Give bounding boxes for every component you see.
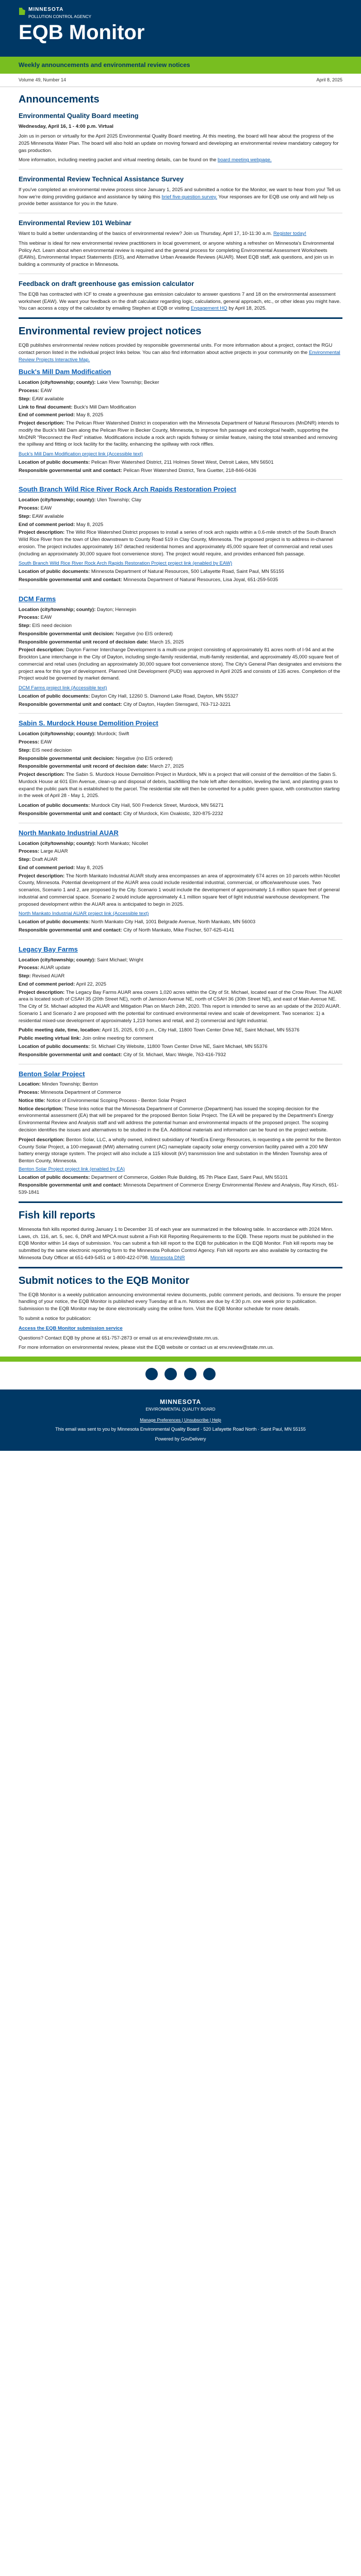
field-value: North Mankato; Nicollet [97,840,148,846]
project-field [19,387,342,395]
field-label: Location of public documents: [19,919,90,925]
project-title[interactable]: South Branch Wild Rice River Rock Arch Rapids Restoration Project [19,485,236,494]
field-label: Step: [19,396,31,402]
board-meeting-link[interactable]: board meeting webpage. [218,157,272,163]
description-text: The Sabin S. Murdock House Demolition Project in Murdock, MN is a project that will consist of the demolition of the Sabin S. Murdock House at 601 Elm Avenue, clean-up and disposal of debris, backfilling the hole left after demolition, leveling the land, and planting grass to expand the public park that is established to the parcel. The residential site will then be converted for a public green space, with construction starting in the week of April 28 - May 1, 2025. [19,772,340,799]
project-field [19,865,342,872]
announcement-title: Environmental Quality Board meeting [19,112,139,120]
project-list [19,367,342,1196]
project-link[interactable]: Buck's Mill Dam Modification project link (Accessible text) [19,451,143,457]
field-label: Location of public documents: [19,569,90,575]
announcements-heading: Announcements [19,94,100,106]
description-text: The North Mankato Industrial AUAR study area encompasses an area of approximately 674 acres on 10 parcels within Nicollet County, Minnesota. Potential development of the AUAR area could include residential industrial, commercial, or office/warehouse uses. Two scenarios, Scenario 1 and 2, are proposed by the City. Scenario 1 would include the development of approximately 1.6 million square feet of general industrial and commercial space. Scenario 2 would include approximately 4.1 million square feet of light industrial warehouse development. The proposed development within the AUAR area is anticipated to begin in 2025. [19,873,340,907]
project-field [19,521,342,529]
field-label: Process: [19,849,40,855]
field-value: March 27, 2025 [150,764,184,770]
description-text: The Legacy Bay Farms AUAR area covers 1,020 acres within the City of St. Michael, located east of the Crow River. The AUAR area is located south of CSAH 35 (20th Street NE), north of Jamison Avenue NE, north of CSAH 36 (30th Street NE), and east of Main Avenue NE. The City of St. Michael adopted the AUAR and Mitigation Plan on March 24th, 2020. This report is intended to serve as an update of the 2020 AUAR. Scenario 1 and Scenario 2 are proposed with the potential for continued environmental review and scale of development. Two scenarios: 1) a residential mixed-use development of approximately 1,219 homes and retail, and 2) commercial and light industrial. [19,989,342,1024]
field-label: End of comment period: [19,412,75,418]
field-label: End of comment period: [19,865,75,871]
announcement [19,175,342,208]
field-value: Lake View Township; Becker [97,380,159,386]
field-label: Responsible governmental unit and contact: [19,1052,122,1058]
field-label: Process: [19,615,40,621]
project-description [19,529,342,557]
footer-logo-sub: ENVIRONMENTAL QUALITY BOARD [145,1407,216,1412]
project-field [19,763,342,770]
description-label: Project description: [19,530,65,536]
project-field [19,964,342,972]
field-value: May 8, 2025 [76,865,104,871]
tagline: Weekly announcements and environmental review notices [0,57,361,74]
description-text: Dayton Farmer Interchange Development is a multi-use project consisting of approximately 81 acres north of I-94 and at the Brockton Lane interchange in the City of Dayton, including single-family residential, multi-family residential, and approximately 45,000 square feet of commercial and retail uses (including an approximately 30,000 square foot convenience store). The City's General Plan designates and envisions the project area for this type of development. Planned Unit Development (PUD) was approved in April 2025 and consists of 135 acres. Completion of the Project would be governed by market demand. [19,647,342,682]
survey-link[interactable]: brief five-question survey. [161,194,218,200]
project-notice [19,1070,342,1196]
field-label: Location (city/township; county): [19,731,96,737]
project-field [19,379,342,386]
project-description [19,873,342,908]
field-value: EAW [40,505,52,511]
project-description [19,647,342,682]
field-value: Murdock City Hall, 500 Frederick Street, Murdock, MN 56271 [91,803,224,809]
submit-heading: Submit notices to the EQB Monitor [19,1275,190,1286]
project-field [19,505,342,512]
field-value: May 8, 2025 [76,521,104,528]
project-extra [19,577,342,584]
section-divider [19,1201,342,1203]
project-field [19,1081,342,1088]
project-field [19,497,342,504]
field-value: March 15, 2025 [150,639,184,645]
project-field [19,840,342,848]
announcement-title: Environmental Review 101 Webinar [19,219,132,227]
field-label: Location of public documents: [19,803,90,809]
project-extra [19,1137,342,1165]
field-label: Location of public documents: [19,459,90,465]
notices-intro: EQB publishes environmental review notices provided by responsible governmental units. For more information about a project, contact the RGU contact person listed in the individual project links below. You can also find information about active projects in your community on the [19,343,333,355]
project-link[interactable]: Benton Solar Project project link (enabled by EA) [19,1166,125,1172]
submit-body: The EQB Monitor is a weekly publication announcing environmental review documents, public comment periods, and decisions. To ensure the proper handling of your notice, the EQB Monitor is published every Tuesday at 8 a.m. Notices are due by 4:30 p.m. one week prior to publication. Submission to the EQB Monitor may be done electronically using the online form. Visit the EQB Monitor schedule for more details. [19,1292,341,1312]
project-field [19,606,342,614]
field-label: Step: [19,623,31,629]
field-label: Public meeting date, time, location: [19,1027,101,1033]
field-value: April 15, 2025, 6:00 p.m., City Hall, 11800 Town Center Drive NE, Saint Michael, MN 55376 [102,1027,300,1033]
project-field [19,731,342,738]
section-divider [19,1267,342,1268]
description-text: These links notice that the Minnesota Department of Commerce (Department) has issued the scoping decision for the environmental assessment (EA) that will be prepared for the proposed Benton Solar Project. The EA will be prepared by the Department's Energy Environmental Review and Analysis staff and will address the potential human and environmental impacts of the proposed project. The scoping decision identifies the issues and alternatives to be studied in the EA. Additional materials and information can be found on the project website. [19,1106,334,1133]
project-extra [19,467,342,474]
field-label: Responsible governmental unit and contact: [19,467,122,473]
field-label: Responsible governmental unit and contact: [19,810,122,817]
engagement-hq-link[interactable]: Engagement HQ [190,306,227,312]
field-label: Location: [19,1081,41,1088]
field-value: Murdock; Swift [97,731,129,737]
submit-body-2: To submit a notice for publication: [19,1316,91,1321]
field-label: Process: [19,387,40,394]
project-extra [19,693,342,700]
project-extra [19,1166,342,1173]
footer-address: This email was sent to you by Minnesota Environmental Quality Board · 520 Lafayette Road North · Saint Paul, MN 55155 [55,1427,306,1432]
project-description [19,989,342,1025]
announcement-body: If you've completed an environmental review process since January 1, 2025 and submitted a notice for the Monitor, we want to hear from you! Tell us how we're doing providing guidance and assistance by taking this [19,187,341,200]
project-notice [19,485,342,583]
project-extra [19,802,342,809]
field-value: Buck's Mill Dam Modification [74,404,136,410]
project-field [19,1089,342,1096]
announcement-body: Want to build a better understanding of the basics of environmental review? Join us Thursday, April 17, 10-11:30 a.m. [19,231,272,237]
project-field [19,747,342,754]
project-extra [19,1182,342,1196]
project-extra [19,810,342,818]
field-label: Process: [19,965,40,971]
project-notice [19,828,342,934]
project-description [19,771,342,800]
field-label: Responsible governmental unit record of decision date: [19,639,149,645]
project-extra [19,1174,342,1181]
project-field [19,396,342,403]
project-field [19,513,342,520]
field-value: City of St. Michael, Marc Weigle, 763-416-7932 [123,1052,226,1058]
field-value: Negative (no EIS ordered) [116,755,173,761]
description-label: Project description: [19,989,65,995]
project-extra [19,459,342,466]
divider [19,169,342,170]
field-value: Minnesota Department of Natural Resources, Lisa Joyal, 651-259-5035 [123,577,278,583]
field-label: Step: [19,857,31,863]
field-label: Responsible governmental unit decision: [19,631,114,637]
project-extra [19,701,342,708]
green-band [0,1357,361,1362]
field-value: Notice of Environmental Scoping Process - Benton Solar Project [46,1097,186,1104]
facebook-icon[interactable] [145,1368,158,1380]
announcement-body: The EQB has contracted with ICF to create a greenhouse gas emission calculator to answer questions 7 and 18 on the environmental assessment worksheet (EAW). We want your feedback on the draft calculator regarding logic, calculations, general approach, etc., or other ideas you might have. You can access a copy of the calculator by emailing Stephen at EQB or visiting [19,291,341,312]
project-title[interactable]: Legacy Bay Farms [19,945,78,953]
project-link[interactable]: DCM Farms project link (Accessible text) [19,685,107,691]
project-link[interactable]: South Branch Wild Rice River Rock Arch Rapids Restoration Project project link (enabled by EAW) [19,561,233,567]
field-label: Location (city/township; county): [19,380,96,386]
masthead-banner [0,0,361,57]
project-description [19,420,342,448]
announcement-title: Environmental Review Technical Assistance Survey [19,175,184,183]
minnesota-state-icon [19,7,26,19]
project-field [19,755,342,762]
field-value: St. Michael City Website, 11800 Town Center Drive NE, Saint Michael, MN 55376 [91,1044,268,1050]
description-label: Notice description: [19,1106,63,1112]
announcement-body-2: More information, including meeting packet and virtual meeting details, can be found on the [19,157,217,163]
field-value: Dayton City Hall, 12260 S. Diamond Lake Road, Dayton, MN 55327 [91,693,239,699]
project-extra [19,451,342,458]
submission-service-link[interactable]: Access the EQB Monitor submission service [19,1325,123,1331]
project-field [19,981,342,988]
project-extra [19,919,342,926]
social-links [0,1362,361,1389]
fish-kill-heading: Fish kill reports [19,1209,95,1221]
project-notice [19,945,342,1059]
project-field [19,973,342,980]
announcement [19,279,342,312]
logo-subtext: POLLUTION CONTROL AGENCY [28,14,92,19]
field-value: Dayton; Hennepin [97,606,137,613]
description-label: Project description: [19,873,65,879]
field-label: Public meeting virtual link: [19,1036,81,1042]
field-value: May 8, 2025 [76,412,104,418]
field-value: EIS need decision [32,747,72,753]
field-label: Location of public documents: [19,693,90,699]
issue-bar [0,74,361,87]
project-notice [19,719,342,817]
submit-body-4: For more information on environmental review, please visit the EQB website or contact us at env.review@state.mn.us. [19,1345,274,1351]
description-label: Project description: [19,647,65,653]
announcement-body-2: This webinar is ideal for new environmental review practitioners in local government, or anyone wishing a refresher on Minnesota's Environmental Policy Act. Learn about when environmental review is required and the general process for completing Environmental Assessment Worksheets (EAWs), Environmental Impact Statements (EIS), and Alternative Urban Areawide Reviews (AUAR). Meet EQB staff, ask questions, and join us in building a community of practice in Minnesota. [19,240,334,268]
field-label: Location (city/township; county): [19,606,96,613]
divider [19,939,342,940]
field-label: End of comment period: [19,521,75,528]
field-label: Location (city/township; county): [19,957,96,963]
project-title[interactable]: Benton Solar Project [19,1070,85,1078]
project-link[interactable]: North Mankato Industrial AUAR project link (Accessible text) [19,911,149,917]
project-field [19,1097,342,1105]
footer-logo-text: MINNESOTA [159,1398,202,1405]
project-field [19,957,342,964]
issue-volume: Volume 49, Number 14 [19,77,67,83]
footer [0,1389,361,1451]
linkedin-icon[interactable] [184,1368,196,1380]
project-extra [19,910,342,918]
youtube-icon[interactable] [203,1368,216,1380]
project-field [19,622,342,630]
field-value: Minnesota Department of Natural Resources, 500 Lafayette Road, Saint Paul, MN 55155 [91,569,284,575]
project-extra [19,1052,342,1059]
field-value: Pelican River Watershed District, Tera Guetter, 218-846-0436 [123,467,256,473]
field-label: Link to final document: [19,404,73,410]
field-label: Notice title: [19,1097,45,1104]
project-title[interactable]: North Mankato Industrial AUAR [19,828,119,837]
project-extra [19,1027,342,1034]
project-field [19,614,342,621]
field-value: City of North Mankato, Mike Fischer, 507-625-4141 [123,927,235,933]
field-value: Revised AUAR [32,973,65,979]
announcement [19,111,342,164]
field-label: End of comment period: [19,981,75,987]
field-value: Saint Michael; Wright [97,957,143,963]
field-value: Minnesota Department of Commerce Energy Environmental Review and Analysis, Ray Kirsch, 651-539-1841 [19,1182,339,1196]
project-extra [19,1035,342,1042]
dnr-link[interactable]: Minnesota DNR [150,1255,185,1261]
field-value: Minden Township; Benton [42,1081,99,1088]
footer-powered: Powered by GovDelivery [155,1436,206,1442]
field-value: EIS need decision [32,623,72,629]
description-label: Project description: [19,772,65,778]
section-divider [19,317,342,319]
field-value: EAW [40,615,52,621]
description-text: The Pelican River Watershed District in cooperation with the Minnesota Department of Natural Resources (MnDNR) intends to modify the Buck's Mill Dam along the Pelican River in Becker County, Minnesota, to improve fish passage and ecological health, supporting the MnDNR "Reconnect the Red" initiative. Modifications include a rock arch rapids fishway or similar feature, raising the total streambed and removing the spillway and fitting or lock facility for the facility, enhancing the spillway with rock riffles. [19,420,339,448]
field-value: Pelican River Watershed District, 211 Holmes Street West, Detroit Lakes, MN 56501 [91,459,274,465]
interactive-map-link[interactable]: Environmental Review Projects Interactive Map. [19,349,340,363]
field-label: Step: [19,747,31,753]
twitter-icon[interactable] [165,1368,177,1380]
field-value: April 22, 2025 [76,981,106,987]
field-value: City of Dayton, Hayden Stensgard, 763-712-3221 [123,701,231,707]
field-label: Responsible governmental unit and contact: [19,701,122,707]
project-field [19,412,342,419]
project-field [19,848,342,855]
project-title[interactable]: Sabin S. Murdock House Demolition Project [19,719,158,727]
field-label: Location of public documents: [19,1044,90,1050]
field-value: Benton Solar, LLC, a wholly owned, indirect subsidiary of NextEra Energy Resources, is requesting a site permit for the Benton County Solar Project, a 100-megawatt (MW) alternating current (AC) nameplate capacity solar energy conversion facility paired with a 200 MW battery energy storage system. The project will also include a 115 kilovolt (kV) transmission line and substation in the Minden Township area of Benton County, Minnesota. [19,1137,341,1164]
announcement-body: Join us in person or virtually for the April 2025 Environmental Quality Board meeting. At this meeting, the board will hear about the progress of the 2025 Minnesota Water Plan. The board will also hold an update on moving forward and developing an environmental review mandatory category for gas production. [19,133,339,154]
project-extra [19,560,342,567]
field-label: Responsible governmental unit and contact: [19,927,122,933]
project-description [19,1106,342,1134]
field-label: Responsible governmental unit record of decision date: [19,764,149,770]
announcement-meta: Wednesday, April 16, 1 - 4:00 p.m. Virtual [19,124,113,130]
field-value: Large AUAR [40,849,68,855]
submit-body-3: Questions? Contact EQB by phone at 651-757-2873 or email us at env.review@state.mn.us. [19,1335,219,1341]
project-field [19,739,342,746]
field-value: EAW available [32,513,64,519]
announcement-body-2: Your responses are for EQB use only and will help us provide better assistance for you in the future. [19,194,334,207]
description-text: The Wild Rice Watershed District proposes to install a series of rock arch rapids within a 0.6-mile stretch of the South Branch Wild Rice River from the town of Ulen downstream to County Road 519 in Clay County, Minnesota. The proposed project is to address in-channel erosion. The project includes approximately 167 detached residential homes and approximately 45,000 square feet of commercial and retail uses (including an approximately 30,000 square foot convenience store). The project would require, and provides enhanced fish passage. [19,530,336,557]
project-extra [19,685,342,692]
field-value: Negative (no EIS ordered) [116,631,173,637]
announcement-body-2: by April 18, 2025. [228,306,267,312]
footer-links[interactable]: Manage Preferences | Unsubscribe | Help [140,1417,221,1422]
field-label: Process: [19,1090,40,1096]
notices-heading: Environmental review project notices [19,326,202,337]
fish-kill-body: Minnesota fish kills reported during January 1 to December 31 of each year are summarized in the following table. In accordance with 2024 Minn. Laws, ch. 116, art. 5, sec. 6, DNR and MPCA must submit a Fish Kill Reporting Requirements to the EQB. These reports must be published in the EQB Monitor within 14 days of submission. You can submit a fish kill report to the EQB for publication in the EQB Monitor. Fish kill reports may be submitted by the same electronic reporting form to the Minnesota Pollution Control Agency. Fish kill reports are also available by contacting the Minnesota Duty Officer at 651-649-5451 or 1-800-422-0798. [19,1226,334,1261]
content [0,92,361,1351]
field-value: EAW [40,739,52,745]
newsletter-title: EQB Monitor [19,21,145,44]
field-value: Draft AUAR [32,857,58,863]
project-title[interactable]: Buck's Mill Dam Modification [19,368,111,376]
project-field [19,404,342,411]
project-notice [19,367,342,474]
project-extra [19,1043,342,1050]
project-field [19,856,342,863]
project-extra [19,568,342,575]
field-label: Step: [19,513,31,519]
issue-date: April 8, 2025 [316,77,342,83]
field-label: Process: [19,739,40,745]
field-label: Process: [19,505,40,511]
project-field [19,639,342,646]
project-field [19,631,342,638]
project-notice [19,595,342,708]
field-value: Join online meeting for comment [82,1036,153,1042]
field-value: EAW [40,387,52,394]
field-value: Department of Commerce, Golden Rule Building, 85 7th Place East, Saint Paul, MN 55101 [91,1174,288,1180]
field-label: Responsible governmental unit decision: [19,755,114,761]
announcement [19,218,342,268]
field-label: Project description: [19,1137,65,1143]
field-value: AUAR update [40,965,71,971]
divider [19,479,342,480]
field-value: North Mankato City Hall, 1001 Belgrade Avenue, North Mankato, MN 56003 [91,919,256,925]
field-label: Responsible governmental unit and contact: [19,577,122,583]
project-extra [19,927,342,934]
announcement-title: Feedback on draft greenhouse gas emission calculator [19,279,194,287]
field-label: Responsible governmental unit and contact: [19,1182,122,1189]
field-value: Minnesota Department of Commerce [40,1090,121,1096]
field-label: Step: [19,973,31,979]
field-label: Location (city/township; county): [19,840,96,846]
field-value: Ulen Township; Clay [97,497,141,503]
register-link[interactable]: Register today! [273,231,306,237]
project-title[interactable]: DCM Farms [19,595,56,603]
description-label: Project description: [19,420,65,427]
divider [19,713,342,714]
field-value: EAW available [32,396,64,402]
logo-text: MINNESOTA [28,7,64,12]
field-label: Location (city/township; county): [19,497,96,503]
field-label: Location of public documents: [19,1174,90,1180]
field-value: City of Murdock, Kim Oxakistic, 320-875-2232 [123,810,223,817]
